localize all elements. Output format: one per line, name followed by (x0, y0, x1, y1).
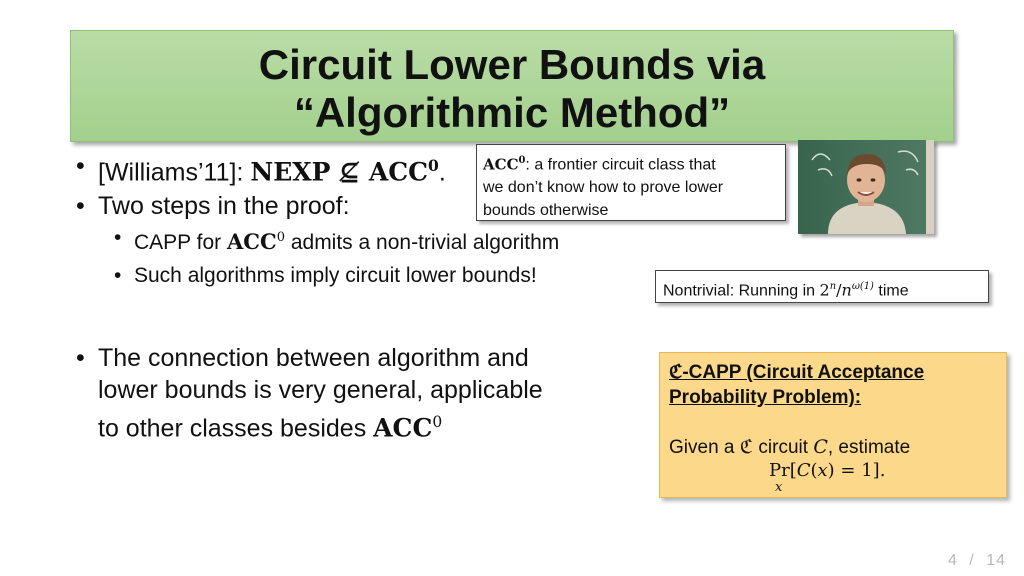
math-n: n (841, 280, 852, 300)
capp-formula: Pr[𝐶(𝑥) = 1]. (769, 460, 886, 481)
text: to other classes besides (98, 414, 374, 443)
text: : a frontier circuit class that (525, 156, 716, 174)
frak-c-symbol: ℭ (739, 436, 754, 458)
text: time (873, 282, 909, 300)
capp-definition-box (659, 352, 1007, 498)
frak-c-symbol: ℭ (669, 361, 683, 383)
acc-superscript: 0 (276, 230, 285, 246)
text: , estimate (827, 437, 911, 458)
text-line: The connection between algorithm and (98, 344, 529, 373)
note-line (483, 149, 779, 176)
capp-heading-line-1 (669, 360, 997, 385)
class-acc: ACC (226, 229, 277, 255)
citation: [Williams’11]: (98, 158, 251, 187)
math-slash: / (836, 280, 842, 300)
text: admits a non-trivial algorithm (285, 231, 560, 255)
current-page: 4 (947, 552, 958, 569)
acc-superscript: 0 (428, 156, 439, 175)
slide-title (71, 41, 953, 137)
bullet-dot: • (76, 192, 85, 221)
title-line-1: Circuit Lower Bounds via (258, 41, 766, 88)
total-pages: 14 (986, 552, 1006, 569)
page-indicator (948, 552, 1006, 570)
class-acc: ACC (368, 157, 429, 187)
not-subset-symbol: ⊈ (330, 157, 369, 187)
sub-bullet-dot: • (114, 226, 122, 250)
text: Nontrivial: Running in (663, 282, 820, 300)
capp-given-line (669, 435, 997, 460)
sub-bullet-capp (114, 222, 676, 259)
page-separator: / (969, 552, 975, 569)
note-line: bounds otherwise (483, 202, 609, 220)
bullet-text (98, 150, 446, 188)
class-acc: ACC (483, 155, 519, 174)
title-line-2: “Algorithmic Method” (293, 89, 731, 136)
math-base: 2 (819, 280, 830, 300)
text: circuit (753, 437, 814, 458)
capp-heading-line-2: Probability Problem): (669, 387, 862, 408)
person-photo (798, 140, 934, 234)
title-banner (70, 30, 954, 142)
sub-bullet-text (134, 222, 559, 259)
formula-subscript: 𝑥 (775, 480, 783, 495)
acc-note-box (476, 144, 786, 221)
note-line: we don’t know how to prove lower (483, 179, 724, 197)
text-line (98, 406, 543, 444)
text: CAPP for (134, 231, 227, 255)
acc-superscript: 0 (518, 155, 526, 166)
bullet-connection (76, 342, 676, 444)
sub-bullet-text: Such algorithms imply circuit lower bounds! (134, 264, 537, 288)
math-c: C (813, 436, 828, 458)
acc-superscript: 0 (432, 413, 443, 432)
bullet-text (98, 342, 543, 444)
text-line: lower bounds is very general, applicable (98, 376, 543, 405)
sub-bullet-dot: • (114, 264, 122, 288)
bullet-dot: • (76, 152, 85, 180)
bullet-text: Two steps in the proof: (98, 192, 350, 221)
sub-bullet-imply (114, 260, 676, 292)
nontrivial-note-box (655, 270, 989, 303)
class-acc: ACC (373, 413, 433, 443)
photo-image (798, 140, 934, 234)
math-exponent: n (829, 281, 837, 292)
bullet-dot: • (76, 344, 85, 373)
period: . (438, 158, 446, 187)
text: -CAPP (Circuit Acceptance (682, 362, 925, 383)
text: Given a (669, 437, 740, 458)
math-exponent: ω(1) (851, 281, 874, 292)
class-nexp: NEXP (250, 157, 331, 187)
